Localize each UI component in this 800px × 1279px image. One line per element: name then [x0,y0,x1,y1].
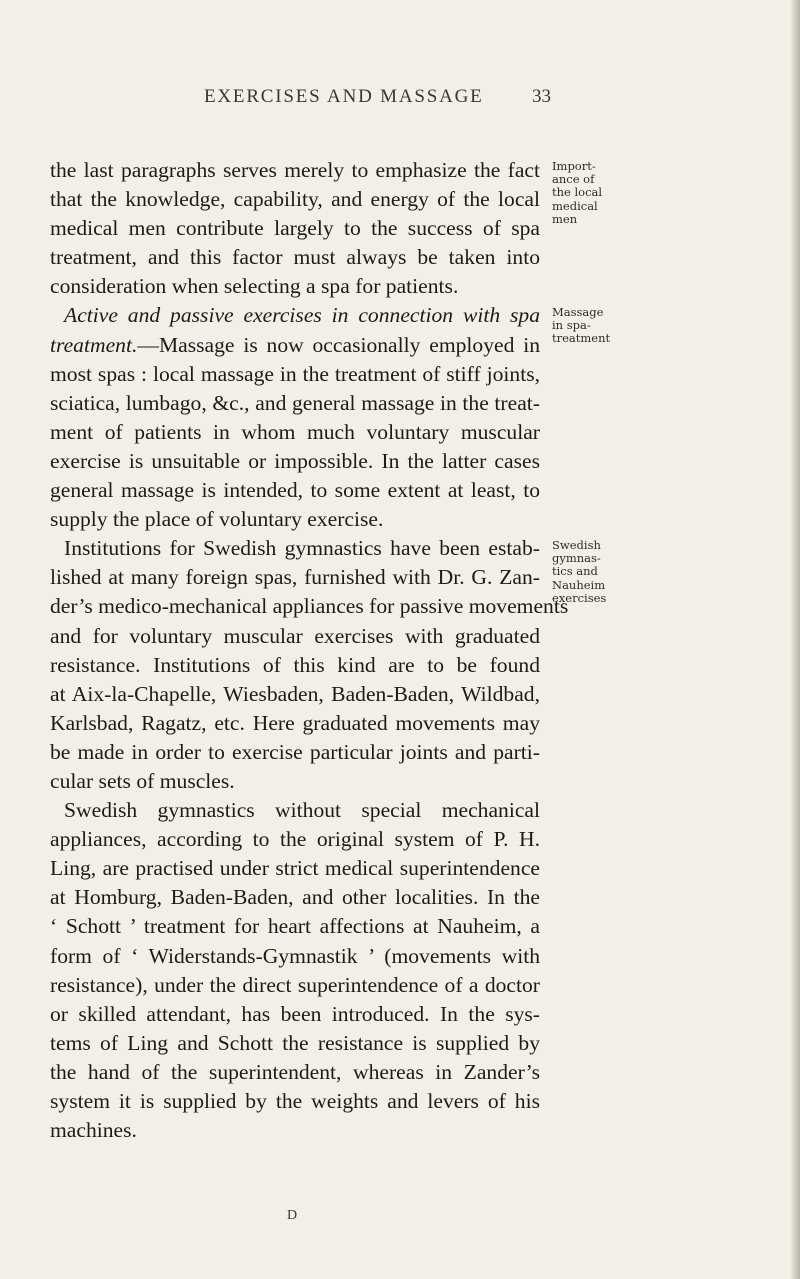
sidenote-line: treatment [552,331,611,346]
sidenote-line: Massage [552,305,604,319]
text-line-4: treatment, and this factor must always be taken into [50,245,540,270]
text-line-25: Ling, are practised under strict medical superintendence [50,856,540,881]
section-heading-line-2 [50,331,540,360]
sidenote-line: Swedish [552,538,601,552]
text-line-9: sciatica, lumbago, &c., and general massage in the treat- [50,390,540,415]
section-heading-rest: —Massage is now occasionally employed in [137,332,540,357]
text-line-10: ment of patients in whom much voluntary muscular [50,419,540,444]
text-line-2: that the knowledge, capability, and energy of the local [50,187,540,212]
text-line-26: at Homburg, Baden-Baden, and other localities. In the [50,885,540,910]
text-line-1: the last paragraphs serves merely to emphasize the fact [50,158,540,182]
text-line-28: form of ‘ Widerstands-Gymnastik ’ (movements with [50,943,540,968]
text-line-24: appliances, according to the original system of P. H. [50,827,540,852]
text-line-16: der’s medico-mechanical appliances for passive movements [50,594,569,619]
text-line-15: lished at many foreign spas, furnished with Dr. G. Zan- [50,565,540,590]
sidenote-importance [552,160,642,226]
text-line-34: machines. [50,1118,137,1143]
sidenote-swedish [552,539,642,605]
text-line-30: or skilled attendant, has been introduced. In the sys- [50,1001,540,1026]
text-line-22: cular sets of muscles. [50,768,235,793]
text-line-32: the hand of the superintendent, whereas in Zander’s [50,1059,540,1084]
sidenote-line: men [552,211,578,226]
page-edge [790,0,800,1279]
sidenote-massage [552,306,642,346]
text-line-5: consideration when selecting a spa for patients. [50,274,459,299]
text-line-3: medical men contribute largely to the success of spa [50,216,540,241]
sidenote-line: the local [552,185,603,200]
body-text [50,156,569,1145]
text-line-8: most spas : local massage in the treatment of stiff joints, [50,361,540,386]
sidenote-line: Import- [552,159,596,173]
text-line-11: exercise is unsuitable or impossible. In the latter cases [50,448,540,473]
signature-mark: D [287,1208,298,1223]
text-line-20: Karlsbad, Ragatz, etc. Here graduated movements may [50,710,540,735]
text-line-27: ‘ Schott ’ treatment for heart affections at Nauheim, a [50,914,540,939]
text-line-31: tems of Ling and Schott the resistance is supplied by [50,1030,540,1055]
text-line-13: supply the place of voluntary exercise. [50,507,384,532]
text-line-29: resistance), under the direct superintendence of a doctor [50,972,540,997]
page-number: 33 [532,86,551,107]
text-line-33: system it is supplied by the weights and levers of his [50,1089,540,1113]
sidenote-line: medical [552,198,598,213]
sidenote-line: in spa- [552,318,591,333]
section-heading-italic: Active and passive exercises in connection with spa [64,303,540,328]
text-line-12: general massage is intended, to some extent at least, to [50,478,540,503]
text-line-21: be made in order to exercise particular joints and parti- [50,739,540,764]
text-line-17: and for voluntary muscular exercises with graduated [50,623,540,648]
sidenote-line: exercises [552,590,607,605]
running-title: EXERCISES AND MASSAGE [204,86,484,107]
section-heading-italic-2: treatment. [50,332,138,357]
sidenote-line: ance of [552,172,595,187]
section-heading-line [50,301,540,330]
sidenote-line: gymnas- [552,551,601,566]
text-line-19: at Aix-la-Chapelle, Wiesbaden, Baden-Baden, Wildbad, [50,681,540,706]
text-line-18: resistance. Institutions of this kind are to be found [50,652,540,677]
sidenote-line: Nauheim [552,577,606,592]
text-line-23: Swedish gymnastics without special mechanical [64,798,540,823]
text-line-14: Institutions for Swedish gymnastics have been estab- [64,536,540,561]
sidenote-line: tics and [552,564,598,579]
running-head [0,86,800,116]
